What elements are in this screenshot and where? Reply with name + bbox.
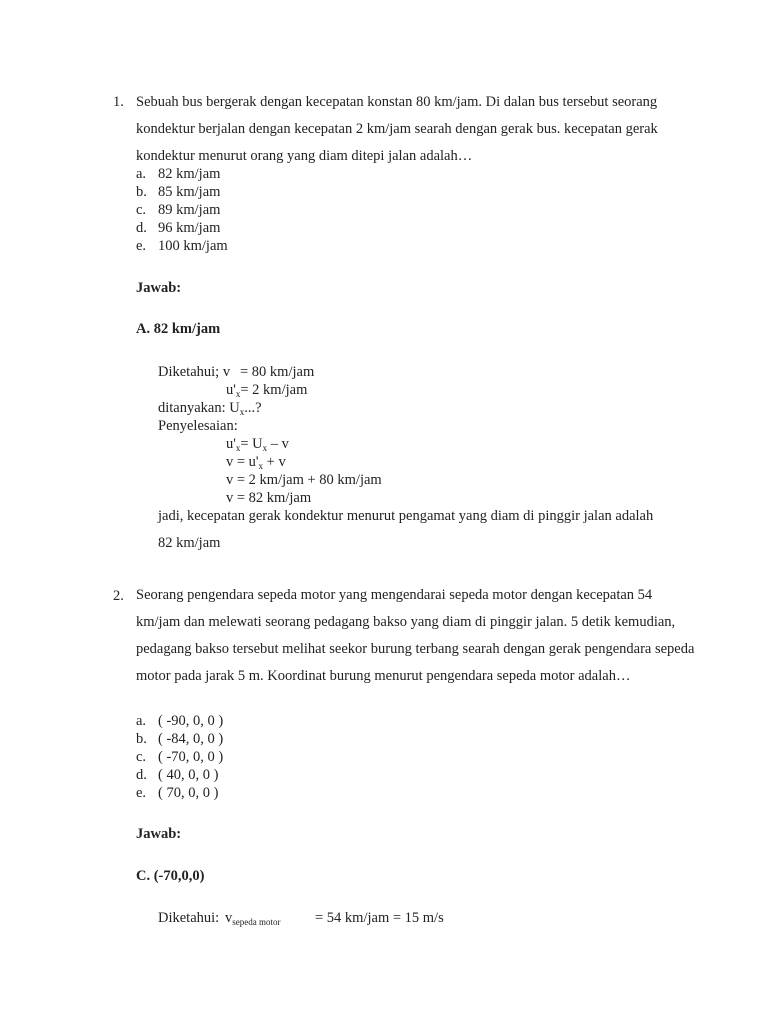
velocity-symbol: $v_{sepeda motor}$ [225, 910, 281, 927]
option-c-letter: c. [136, 202, 147, 218]
ditanyakan-line: ditanyakan: $U_x$...? [158, 400, 262, 417]
option-a-letter: a. [136, 166, 147, 182]
option-e-letter: e. [136, 785, 147, 801]
option-c-letter: c. [136, 749, 147, 765]
diketahui-ux-line: $u'_x= 2$ km/jam [226, 382, 308, 399]
diketahui-label: Diketahui; v [158, 364, 231, 380]
question-2-answer: C. (-70,0,0) [136, 868, 205, 884]
option-a-text: ( -90, 0, 0 ) [158, 713, 224, 729]
option-b-text: 85 km/jam [158, 184, 221, 200]
diketahui-v-value: = 80 km/jam [240, 364, 315, 380]
conclusion-line-1: jadi, kecepatan gerak kondektur menurut pengamat yang diam di pinggir jalan adalah [158, 508, 654, 524]
option-b-letter: b. [136, 184, 147, 200]
question-1-text: Sebuah bus bergerak dengan kecepatan konstan 80 km/jam. Di dalan bus tersebut seorang kondektur berjalan dengan kecepatan 2 km/jam searah dengan gerak bus. kecepatan gerak kondektur menurut orang yang diam ditepi jalan adalah… [136, 94, 658, 164]
option-b-letter: b. [136, 731, 147, 747]
option-e-letter: e. [136, 238, 147, 254]
option-e-text: 100 km/jam [158, 238, 228, 254]
option-a-text: 82 km/jam [158, 166, 221, 182]
option-d-letter: d. [136, 767, 147, 783]
option-d-letter: d. [136, 220, 147, 236]
option-c-text: 89 km/jam [158, 202, 221, 218]
velocity-value: = 54 km/jam = 15 m/s [315, 910, 444, 926]
option-e-text: ( 70, 0, 0 ) [158, 785, 219, 801]
question-1-number: 1. [113, 94, 124, 110]
solution-step-3: v = 2 km/jam + 80 km/jam [226, 472, 382, 488]
option-c-text: ( -70, 0, 0 ) [158, 749, 224, 765]
question-2-number: 2. [113, 588, 124, 604]
question-2-jawab-label: Jawab: [136, 826, 182, 842]
option-d-text: 96 km/jam [158, 220, 221, 236]
question-1-answer: A. 82 km/jam [136, 321, 221, 337]
penyelesaian-label: Penyelesaian: [158, 418, 238, 434]
solution-step-4: v = 82 km/jam [226, 490, 312, 506]
option-b-text: ( -84, 0, 0 ) [158, 731, 224, 747]
solution-step-1: $u'_x= U_x - v$ [226, 436, 289, 453]
solution-step-2: $v = u'_x + v$ [226, 454, 286, 471]
question-2-text: Seorang pengendara sepeda motor yang mengendarai sepeda motor dengan kecepatan 54 km/jam dan melewati seorang pedagang bakso yang diam di pinggir jalan. 5 detik kemudian, pedagang bakso tersebut melihat seekor burung terbang searah dengan gerak pengendara sepeda motor pada jarak 5 m. Koordinat burung menurut pengendara sepeda motor adalah… [136, 587, 695, 684]
option-d-text: ( 40, 0, 0 ) [158, 767, 219, 783]
diketahui-label: Diketahui: [158, 910, 220, 926]
question-1-jawab-label: Jawab: [136, 280, 182, 296]
option-a-letter: a. [136, 713, 147, 729]
conclusion-line-2: 82 km/jam [158, 535, 221, 551]
